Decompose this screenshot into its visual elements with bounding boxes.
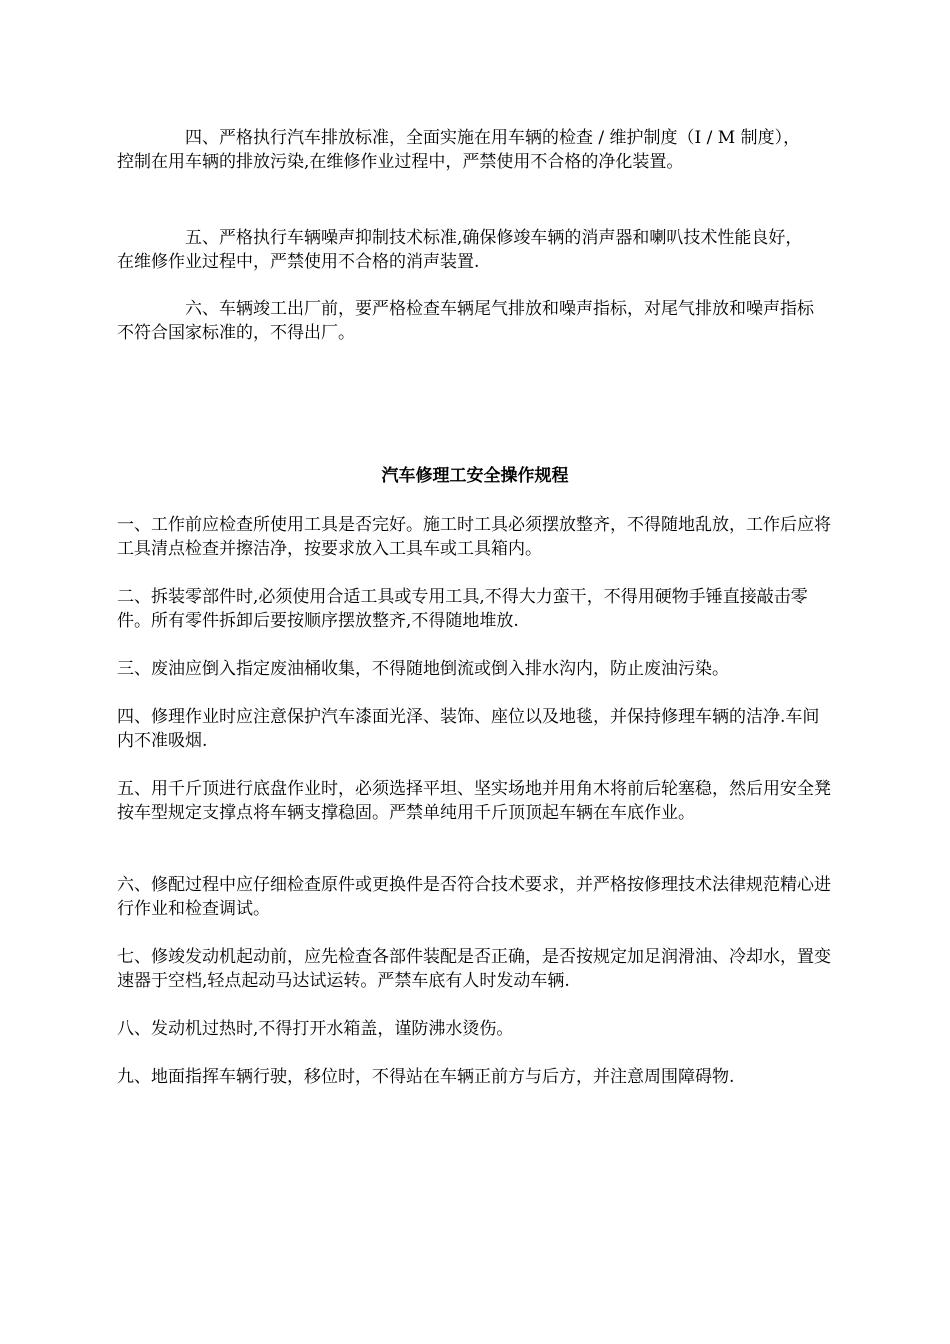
rule-item-9: 九、地面指挥车辆行驶，移位时，不得站在车辆正前方与后方，并注意周围障碍物. <box>117 1067 735 1087</box>
intro-paragraph-5: 五、严格执行车辆噪声抑制技术标准,确保修竣车辆的消声器和喇叭技术性能良好，在维修作业过程中，严禁使用不合格的消声装置. <box>117 228 803 272</box>
intro-paragraph-6: 六、车辆竣工出厂前，要严格检查车辆尾气排放和噪声指标，对尾气排放和噪声指标不符合国家标准的，不得出厂。 <box>117 299 814 343</box>
rule-item-6: 六、修配过程中应仔细检查原件或更换件是否符合技术要求，并严格按修理技术法律规范精心进行作业和检查调试。 <box>117 875 831 919</box>
rule-item-8: 八、发动机过热时,不得打开水箱盖，谨防沸水烫伤。 <box>117 1019 514 1039</box>
section-title: 汽车修理工安全操作规程 <box>381 466 569 486</box>
rule-item-5: 五、用千斤顶进行底盘作业时，必须选择平坦、坚实场地并用角木将前后轮塞稳，然后用安全凳按车型规定支撑点将车辆支撑稳固。严禁单纯用千斤顶顶起车辆在车底作业。 <box>117 779 831 823</box>
rule-item-7: 七、修竣发动机起动前，应先检查各部件装配是否正确，是否按规定加足润滑油、冷却水，置变速器于空档,轻点起动马达试运转。严禁车底有人时发动车辆. <box>117 947 831 991</box>
rule-item-2: 二、拆装零部件时,必须使用合适工具或专用工具,不得大力蛮干，不得用硬物手锤直接敲击零件。所有零件拆卸后要按顺序摆放整齐,不得随地堆放. <box>117 587 808 631</box>
rule-item-1: 一、工作前应检查所使用工具是否完好。施工时工具必须摆放整齐，不得随地乱放，工作后应将工具清点检查并擦洁净，按要求放入工具车或工具箱内。 <box>117 515 831 559</box>
intro-paragraph-4: 四、严格执行汽车排放标准，全面实施在用车辆的检查 / 维护制度（I / M 制度），控制在用车辆的排放污染,在维修作业过程中，严禁使用不合格的净化装置。 <box>117 128 801 172</box>
rule-item-3: 三、废油应倒入指定废油桶收集，不得随地倒流或倒入排水沟内，防止废油污染。 <box>117 659 729 679</box>
rule-item-4: 四、修理作业时应注意保护汽车漆面光泽、装饰、座位以及地毯，并保持修理车辆的洁净.车间内不准吸烟. <box>117 707 820 751</box>
